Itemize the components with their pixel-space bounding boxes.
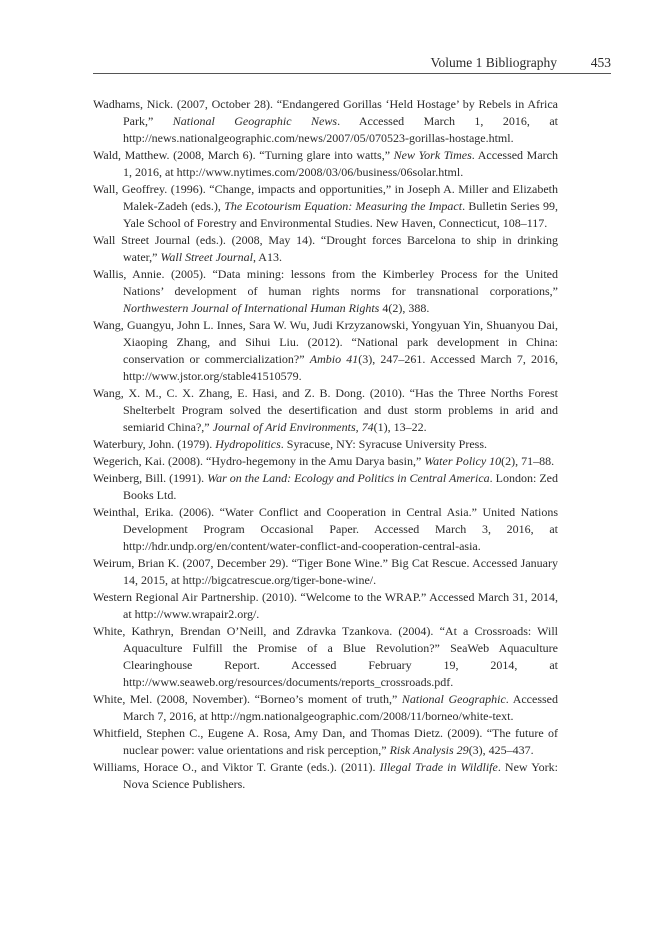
running-head: [93, 54, 611, 72]
bibliography-entry: [93, 725, 558, 759]
entry-text: Wallis, Annie. (2005). “Data mining: lessons from the Kimberley Process for the United Nations’ development of human rights norms for transnational corporations,”: [93, 267, 558, 298]
bibliography-entry: [93, 181, 558, 232]
bibliography-list: [93, 96, 558, 793]
bibliography-entry: [93, 691, 558, 725]
entry-text: Weirum, Brian K. (2007, December 29). “Tiger Bone Wine.” Big Cat Rescue. Accessed January 14, 2015, at http://bigcatrescue.org/tiger-bone-wine/.: [93, 556, 558, 587]
entry-title-italic: Journal of Arid Environments, 74: [212, 420, 374, 434]
entry-title-italic: Northwestern Journal of International Human Rights: [123, 301, 380, 315]
bibliography-entry: [93, 504, 558, 555]
entry-title-italic: Illegal Trade in Wildlife: [379, 760, 498, 774]
entry-text: Weinthal, Erika. (2006). “Water Conflict and Cooperation in Central Asia.” United Nations Development Program Occasional Paper. Accessed March 3, 2016, at http://hdr.undp.org/en/content/water-conflict-and-cooperation-central-asia.: [93, 505, 558, 553]
entry-text-tail: (1), 13–22.: [373, 420, 427, 434]
entry-text: Wald, Matthew. (2008, March 6). “Turning glare into watts,”: [93, 148, 394, 162]
header-rule: [93, 73, 611, 74]
entry-text: Western Regional Air Partnership. (2010). “Welcome to the WRAP.” Accessed March 31, 2014, at http://www.wrapair2.org/.: [93, 590, 558, 621]
entry-text-tail: . Accessed March 1, 2016, at http://www.nytimes.com/2008/03/06/business/06solar.html.: [123, 148, 558, 179]
entry-text: White, Kathryn, Brendan O’Neill, and Zdravka Tzankova. (2004). “At a Crossroads: Will Aquaculture Fulfill the Promise of a Blue Revolution?” SeaWeb Aquaculture Clearinghouse Report. Accessed February 19, 2014, at http://www.seaweb.org/resources/documents/reports_crossroads.pdf.: [93, 624, 558, 689]
bibliography-entry: [93, 266, 558, 317]
entry-title-italic: New York Times: [393, 148, 472, 162]
entry-text: Wang, Guangyu, John L. Innes, Sara W. Wu, Judi Krzyzanowski, Yongyuan Yin, Shuanyou Dai, Xiaoping Zhang, and Sihui Liu. (2012). “National park development in China: conservation or commercialization?”: [93, 318, 558, 366]
bibliography-entry: [93, 96, 558, 147]
entry-title-italic: Wall Street Journal: [160, 250, 253, 264]
entry-text: Wang, X. M., C. X. Zhang, E. Hasi, and Z. B. Dong. (2010). “Has the Three Norths Forest Shelterbelt Program solved the desertification and dust storm problems in arid and semiarid China?,”: [93, 386, 558, 434]
entry-text: Wall Street Journal (eds.). (2008, May 14). “Drought forces Barcelona to ship in drinking water,”: [93, 233, 558, 264]
entry-text: Williams, Horace O., and Viktor T. Grante (eds.). (2011).: [93, 760, 380, 774]
entry-text: Waterbury, John. (1979).: [93, 437, 216, 451]
entry-text-tail: . Accessed March 1, 2016, at http://news.nationalgeographic.com/news/2007/05/070523-gorillas-hostage.html.: [123, 114, 558, 145]
entry-text-tail: . New York: Nova Science Publishers.: [123, 760, 558, 791]
entry-title-italic: Ambio 41: [309, 352, 359, 366]
bibliography-entry: [93, 589, 558, 623]
entry-text: Whitfield, Stephen C., Eugene A. Rosa, Amy Dan, and Thomas Dietz. (2009). “The future of nuclear power: value orientations and risk perception,”: [93, 726, 558, 757]
bibliography-entry: [93, 759, 558, 793]
entry-text-tail: (3), 425–437.: [468, 743, 534, 757]
bibliography-entry: [93, 470, 558, 504]
bibliography-entry: [93, 555, 558, 589]
entry-title-italic: National Geographic: [401, 692, 506, 706]
page-number: 453: [590, 55, 611, 70]
entry-text-tail: . Syracuse, NY: Syracuse University Press.: [280, 437, 487, 451]
entry-text: Wegerich, Kai. (2008). “Hydro-hegemony in the Amu Darya basin,”: [93, 454, 425, 468]
bibliography-entry: [93, 317, 558, 385]
entry-text: Weinberg, Bill. (1991).: [93, 471, 208, 485]
bibliography-entry: [93, 385, 558, 436]
bibliography-entry: [93, 232, 558, 266]
entry-text: Wall, Geoffrey. (1996). “Change, impacts and opportunities,” in Joseph A. Miller and Elizabeth Malek-Zadeh (eds.),: [93, 182, 558, 213]
entry-title-italic: The Ecotourism Equation: Measuring the Impact: [224, 199, 463, 213]
running-title: Volume 1 Bibliography: [430, 55, 557, 70]
entry-text-tail: . London: Zed Books Ltd.: [123, 471, 558, 502]
entry-title-italic: Hydropolitics: [215, 437, 281, 451]
entry-text-tail: (3), 247–261. Accessed March 7, 2016, http://www.jstor.org/stable41510579.: [123, 352, 558, 383]
entry-text: Wadhams, Nick. (2007, October 28). “Endangered Gorillas ‘Held Hostage’ by Rebels in Africa Park,”: [93, 97, 558, 128]
entry-text-tail: . Accessed March 7, 2016, at http://ngm.nationalgeographic.com/2008/11/borneo/white-text.: [123, 692, 559, 723]
entry-title-italic: Water Policy 10: [424, 454, 502, 468]
entry-title-italic: National Geographic News: [172, 114, 338, 128]
entry-text-tail: . Bulletin Series 99, Yale School of Forestry and Environmental Studies. New Haven, Connecticut, 108–117.: [123, 199, 559, 230]
entry-text-tail: , A13.: [252, 250, 282, 264]
entry-text: White, Mel. (2008, November). “Borneo’s moment of truth,”: [93, 692, 402, 706]
entry-title-italic: Risk Analysis 29: [389, 743, 469, 757]
bibliography-entry: [93, 147, 558, 181]
entry-text-tail: 4(2), 388.: [379, 301, 430, 315]
bibliography-entry: [93, 436, 558, 453]
bibliography-entry: [93, 453, 558, 470]
entry-title-italic: War on the Land: Ecology and Politics in Central America: [207, 471, 490, 485]
bibliography-entry: [93, 623, 558, 691]
entry-text-tail: (2), 71–88.: [501, 454, 555, 468]
